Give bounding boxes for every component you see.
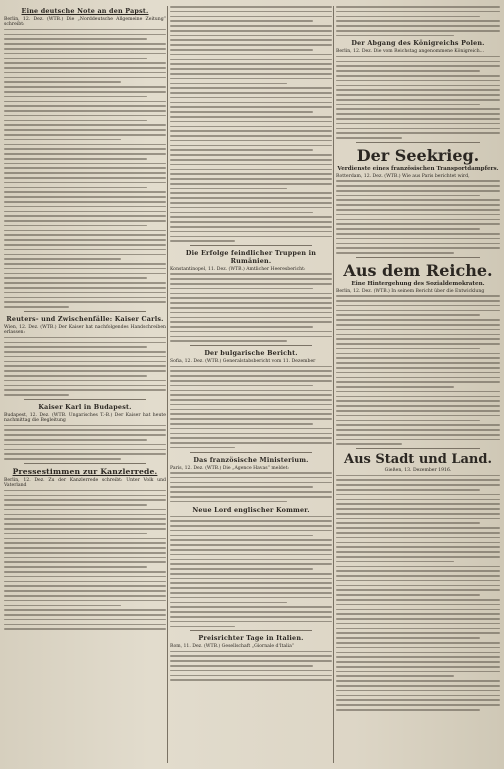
column-middle xyxy=(170,6,332,765)
divider xyxy=(24,311,146,312)
article-heading: Kaiser Karl in Budapest. xyxy=(38,402,132,411)
article-heading: Preisrichter Tage in Italien. xyxy=(198,634,304,643)
article-heading: Der bulgarische Bericht. xyxy=(204,349,298,358)
dateline: Berlin, 12. Dez. (WTB.) Die „Norddeutsche Allgemeine Zeitung“ schreibt: xyxy=(4,17,166,28)
divider xyxy=(190,452,312,453)
section-title: Der Seekrieg. xyxy=(356,145,480,165)
dateline: Gießen, 13. Dezember 1916. xyxy=(384,468,452,474)
article-heading: Die Erfolge feindlicher Truppen in Rumänien. xyxy=(185,249,317,266)
article-heading: Das französische Ministerium. xyxy=(193,455,309,464)
divider xyxy=(190,630,312,631)
section-subtitle: Verdienste eines französischen Transportdampfers. xyxy=(337,165,499,172)
divider xyxy=(24,399,146,400)
article-body xyxy=(170,366,332,449)
dateline: Budapest, 12. Dez. (WTB. Ungarisches T.-B.) Der Kaiser hat heute nachmittag die Begleitung xyxy=(4,412,166,424)
column-rule xyxy=(333,6,334,763)
divider xyxy=(24,463,146,464)
article-heading: Der Abgang des Königreichs Polen. xyxy=(351,39,485,48)
article-body xyxy=(170,6,332,242)
article-body xyxy=(336,56,500,139)
article-body xyxy=(336,295,500,445)
article-heading: Pressestimmen zur Kanzlerrede. xyxy=(12,466,158,476)
article-body xyxy=(170,516,332,628)
dateline: Konstantinopel, 11. Dez. (WTB.) Amtlicher Heeresbericht: xyxy=(170,267,306,273)
article-body xyxy=(4,29,166,308)
article-body xyxy=(336,6,500,36)
dateline: Berlin, 12. Dez. (WTB.) In seinem Bericht über die Entwicklung xyxy=(336,288,485,294)
dateline: Paris, 12. Dez. (WTB.) Die „Agence Havas“ meldet: xyxy=(170,465,289,471)
article-body xyxy=(4,490,166,630)
dateline: Wien, 12. Dez. (WTB.) Der Kaiser hat nachfolgendes Handschreiben erlassen: xyxy=(4,324,166,336)
divider xyxy=(356,257,480,258)
article-body xyxy=(170,472,332,502)
divider xyxy=(190,345,312,346)
article-body xyxy=(170,273,332,342)
column-rule xyxy=(167,6,168,763)
dateline: Berlin, 12. Dez. Zu der Kanzlerrede schreibt: Unter Volk und Vaterland xyxy=(4,477,166,489)
divider xyxy=(356,142,480,143)
dateline: Berlin, 12. Dez. Die vom Reichstag angenommene Königreich... xyxy=(336,49,485,55)
divider xyxy=(190,245,312,246)
article-body xyxy=(336,180,500,253)
article-body xyxy=(4,337,166,396)
article-heading: Neue Lord englischer Kommer. xyxy=(192,505,310,514)
divider xyxy=(356,448,480,449)
article-body xyxy=(336,475,500,711)
article-body xyxy=(4,425,166,460)
article-heading: Eine deutsche Note an den Papst. xyxy=(21,7,149,15)
dateline: Sofia, 12. Dez. (WTB.) Generalstabsbericht vom 11. Dezember xyxy=(170,359,316,365)
dateline: Rotterdam, 12. Dez. (WTB.) Wie aus Paris berichtet wird, xyxy=(336,173,470,179)
section-title: Aus dem Reiche. xyxy=(343,260,493,280)
section-subtitle: Eine Hintergehung des Sozialdemokraten. xyxy=(351,280,485,287)
section-title: Aus Stadt und Land. xyxy=(344,452,492,468)
article-body xyxy=(170,651,332,681)
dateline: Rom, 11. Dez. (WTB.) Gesellschaft „Giornale d'Italia“ xyxy=(170,644,295,650)
column-right xyxy=(336,6,500,765)
article-heading: Reuters- und Zwischenfälle: Kaiser Carls. xyxy=(6,314,164,323)
column-left xyxy=(4,6,166,765)
